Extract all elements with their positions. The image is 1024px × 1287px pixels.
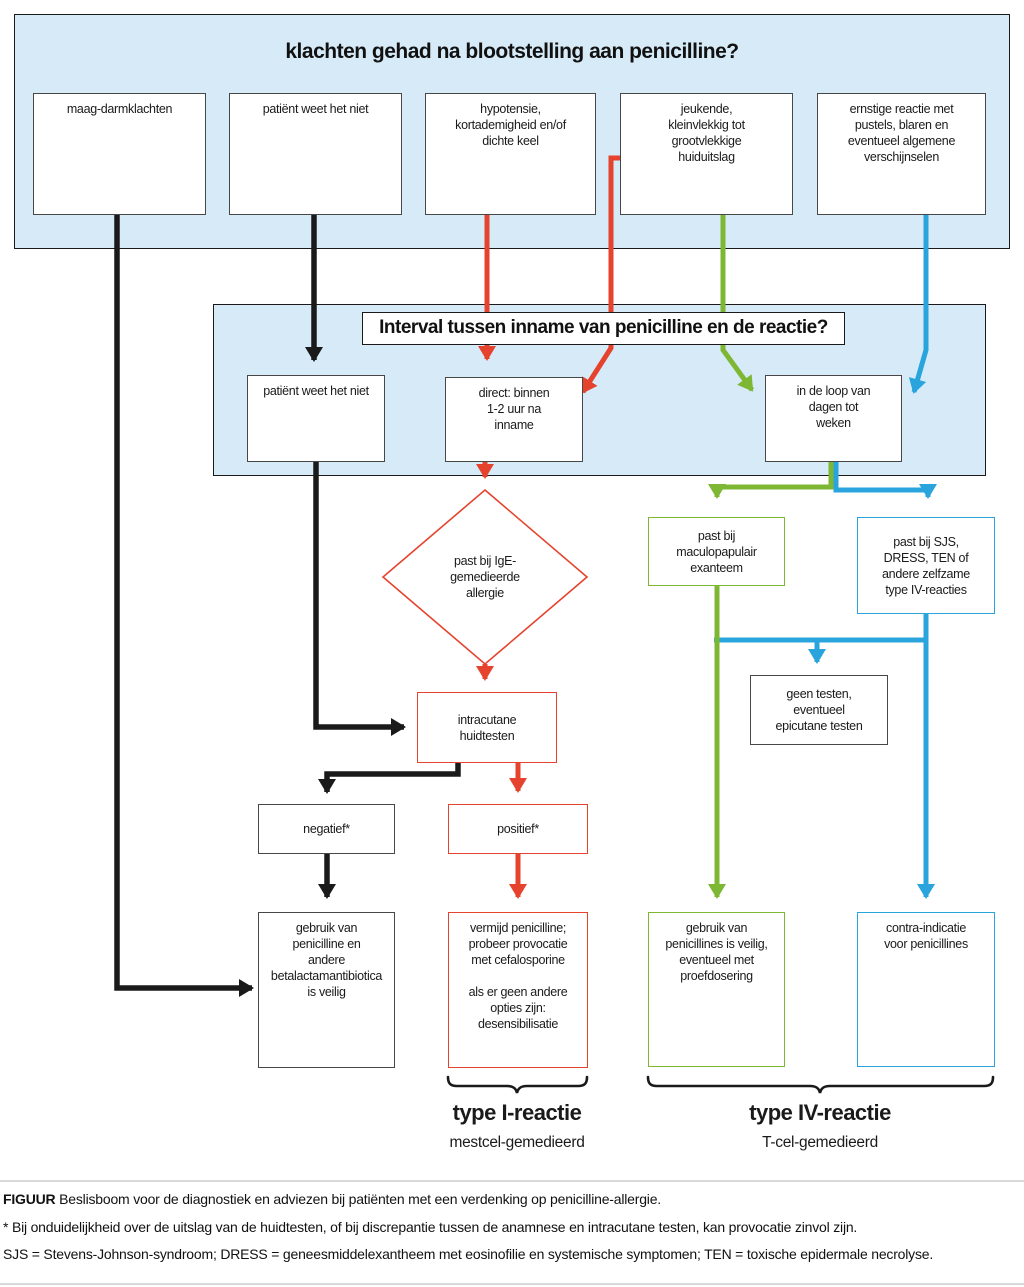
group-braces — [448, 1077, 993, 1093]
exposure-question-title: klachten gehad na blootstelling aan penicilline? — [285, 40, 739, 63]
type4-brace — [648, 1077, 993, 1093]
box-intracutane-huidtesten: intracutane huidtesten — [417, 692, 557, 763]
caption-separator-line — [0, 1180, 1024, 1182]
type4-subtitle: T-cel-gemedieerd — [762, 1134, 878, 1151]
type4-title: type IV-reactie — [749, 1100, 891, 1125]
box-vermijd-penicilline: vermijd penicilline; probeer provocatie met cefalosporine als er geen andere opties zijn: desensibilisatie — [448, 912, 588, 1068]
box-direct-binnen: direct: binnen 1-2 uur na inname — [445, 377, 583, 462]
figure-abbreviations: SJS = Stevens-Johnson-syndroom; DRESS = geneesmiddelexantheem met eosinofilie en systemische symptomen; TEN = toxische epidermale necrolyse. — [3, 1246, 934, 1262]
interval-question-title: Interval tussen inname van penicilline en de reactie? — [362, 312, 845, 345]
edge-rash-to-interval — [723, 213, 752, 390]
diamond-ige-label: past bij IgE- gemedieerde allergie — [450, 554, 520, 600]
box-penicillines-veilig: gebruik van penicillines is veilig, eventueel met proefdosering — [648, 912, 785, 1067]
box-interval-weet-niet: patiënt weet het niet — [247, 375, 385, 462]
edge-interval-to-sjs — [836, 462, 928, 497]
type1-title: type I-reactie — [452, 1100, 582, 1125]
box-ernstige-reactie: ernstige reactie met pustels, blaren en eventueel algemene verschijnselen — [817, 93, 986, 215]
box-maculopapulair: past bij maculopapulair exanteem — [648, 517, 785, 586]
figure-caption — [3, 1191, 1018, 1207]
bottom-separator-line — [0, 1283, 1024, 1285]
box-negatief: negatief* — [258, 804, 395, 854]
edge-weetniet-to-huidtesten — [316, 462, 404, 727]
box-hypotensie: hypotensie, kortademigheid en/of dichte keel — [425, 93, 596, 215]
box-sjs-dress-ten: past bij SJS, DRESS, TEN of andere zelfzame type IV-reacties — [857, 517, 995, 614]
type1-subtitle: mestcel-gemedieerd — [449, 1134, 585, 1151]
edge-interval-to-maculopapulair — [717, 462, 831, 497]
figure-caption-label: FIGUUR — [3, 1191, 56, 1207]
box-loop-dagen-weken: in de loop van dagen tot weken — [765, 375, 902, 462]
edge-maagdarm-to-veilig — [117, 213, 252, 988]
box-contra-indicatie: contra-indicatie voor penicillines — [857, 912, 995, 1067]
box-betalactam-veilig: gebruik van penicilline en andere betalactamantibiotica is veilig — [258, 912, 395, 1068]
edge-sjs-branch-horizontal — [714, 614, 926, 640]
box-huiduitslag: jeukende, kleinvlekkig tot grootvlekkige huiduitslag — [620, 93, 793, 215]
edge-severe-to-interval — [914, 213, 926, 392]
type1-brace — [448, 1077, 587, 1093]
box-patient-weet-het-niet: patiënt weet het niet — [229, 93, 402, 215]
figure-footnote: * Bij onduidelijkheid over de uitslag van de huidtesten, of bij discrepantie tussen de anamnese en intracutane testen, kan provocatie zinvol zijn. — [3, 1219, 858, 1235]
edge-huidtesten-to-negatief — [327, 763, 458, 792]
box-maag-darmklachten: maag-darmklachten — [33, 93, 206, 215]
box-positief: positief* — [448, 804, 588, 854]
figure-caption-text: Beslisboom voor de diagnostiek en adviezen bij patiënten met een verdenking op penicilline-allergie. — [55, 1191, 661, 1207]
box-geen-testen: geen testen, eventueel epicutane testen — [750, 675, 888, 745]
